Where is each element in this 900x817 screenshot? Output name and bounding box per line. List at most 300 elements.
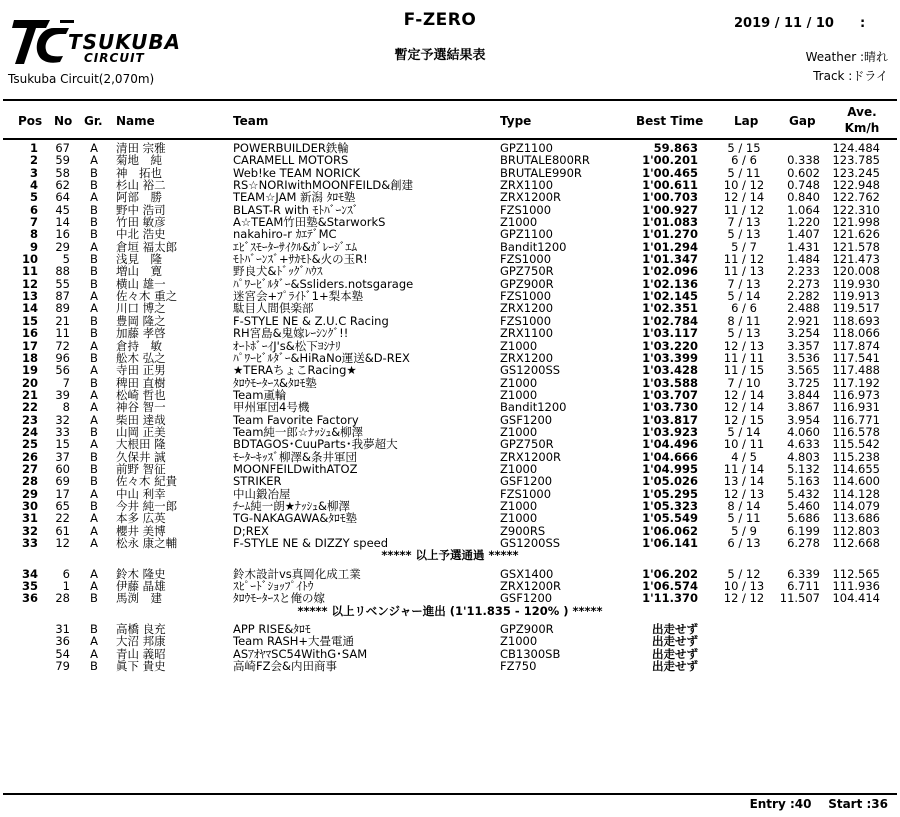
cell-average-speed: 111.936 [832,579,880,594]
cell-bike-type: ZRX1200R [500,579,562,594]
col-header-ave: Ave. [847,105,877,119]
cell-best-time: 1'05.295 [642,486,698,501]
cell-best-time: 1'03.117 [642,326,698,341]
cell-lap: 12 / 12 [723,591,765,606]
cell-lap: 11 / 15 [723,363,765,378]
cell-best-time: 1'00.465 [642,165,698,180]
cell-number: 14 [55,215,70,230]
cell-pos: 23 [21,412,38,427]
cell-rider-name: 神 拓也 [116,165,162,180]
cell-bike-type: Z1000 [500,387,538,402]
logo-subword: CIRCUIT [84,51,145,65]
cell-bike-type: Z1000 [500,634,538,649]
cell-best-time: 1'00.927 [642,202,698,217]
cell-average-speed: 104.414 [832,591,880,606]
cell-pos: 6 [29,202,38,217]
cell-gap: 1.407 [787,227,820,242]
table-row [0,265,900,277]
cell-gap: 5.686 [787,511,820,526]
cell-number: 54 [55,646,70,661]
cell-bike-type: CB1300SB [500,646,561,661]
cell-number: 33 [55,424,70,439]
cell-pos: 22 [21,400,38,415]
results-table [0,142,900,672]
cell-group: B [90,227,98,242]
cell-best-time: 1'05.323 [642,498,698,513]
cell-group: A [90,190,98,205]
cell-rider-name: 浅見 隆 [116,252,162,267]
cell-team: A☆TEAM竹田塾&StarworkS [233,215,386,230]
cell-bike-type: Z1000 [500,424,538,439]
cell-lap: 10 / 11 [723,437,765,452]
cell-number: 55 [55,276,70,291]
cell-group: B [90,424,98,439]
cell-rider-name: 増山 寛 [116,264,162,279]
cell-group: B [90,202,98,217]
cell-bike-type: FZS1000 [500,289,552,304]
cell-lap: 6 / 13 [727,536,761,550]
cell-gap: 0.602 [787,165,820,180]
cell-best-time: 出走せず [652,634,698,649]
cell-lap: 10 / 13 [723,579,765,594]
cell-team: 鈴木設計vs真岡化成工業 [233,566,361,581]
cell-gap: 11.507 [779,591,820,606]
cell-bike-type: BRUTALE800RR [500,153,590,168]
cell-gap: 6.199 [787,523,820,538]
cell-bike-type: Z1000 [500,215,538,230]
cell-average-speed: 112.668 [832,536,880,550]
cell-number: 28 [55,591,70,606]
cell-gap: 5.163 [787,474,820,489]
weather-label: Weather :晴れ [805,50,888,64]
qualified-separator: ***** 以上予選通過 ***** [381,548,519,563]
cell-rider-name: 青山 義昭 [116,646,166,661]
cell-number: 67 [55,141,70,155]
cell-gap: 0.840 [787,190,820,205]
cell-average-speed: 121.998 [832,215,880,230]
cell-gap: 1.484 [787,252,820,267]
cell-lap: 6 / 6 [731,301,757,316]
cell-number: 17 [55,486,70,501]
cell-lap: 11 / 13 [723,264,765,279]
table-row [0,302,900,314]
cell-pos: 21 [21,387,38,402]
cell-rider-name: 加藤 孝啓 [116,326,166,341]
cell-lap: 11 / 12 [723,252,765,267]
qualified-group [0,142,900,549]
cell-rider-name: 稗田 直樹 [116,375,166,390]
cell-pos: 14 [21,301,38,316]
cell-lap: 5 / 14 [727,289,761,304]
cell-average-speed: 117.541 [832,350,880,365]
cell-group: A [90,634,98,649]
cell-rider-name: 神谷 智一 [116,400,166,415]
cell-gap: 2.921 [787,313,820,328]
cell-number: 8 [62,400,70,415]
cell-team: ﾊﾟﾜｰﾋﾞﾙﾀﾞｰ&HiRaNo運送&D-REX [233,350,410,365]
cell-team: ﾓｰﾀｰｷｯｽﾞ柳澤&条井軍団 [233,449,357,464]
cell-bike-type: GPZ900R [500,622,554,637]
cell-bike-type: Z1000 [500,498,538,513]
cell-number: 31 [55,622,70,637]
cell-gap: 3.954 [787,412,820,427]
cell-pos: 7 [29,215,38,230]
table-row [0,364,900,376]
cell-average-speed: 122.948 [832,178,880,193]
cell-average-speed: 118.066 [832,326,880,341]
cell-best-time: 1'05.549 [642,511,698,526]
cell-bike-type: GPZ900R [500,276,554,291]
cell-lap: 5 / 11 [727,165,761,180]
revenge-separator: ***** 以上リベンジャー進出 (1'11.835 - 120% ) ***** [297,603,603,618]
cell-bike-type: Bandit1200 [500,239,567,254]
cell-team: Team RASH+大畳電通 [233,634,355,649]
col-header-pos: Pos [18,114,43,128]
cell-best-time: 1'04.995 [642,461,698,476]
cell-number: 39 [55,387,70,402]
cell-rider-name: 杉山 裕二 [116,178,166,193]
cell-group: B [90,326,98,341]
cell-number: 96 [55,350,70,365]
cell-lap: 11 / 14 [723,461,765,476]
cell-best-time: 出走せず [652,622,698,637]
cell-best-time: 1'01.083 [642,215,698,230]
cell-best-time: 1'05.026 [642,474,698,489]
cell-lap: 8 / 11 [727,313,761,328]
cell-pos: 9 [29,239,38,254]
cell-team: TEAM☆JAM 新潟 ﾀﾛﾓ塾 [233,190,356,205]
cell-average-speed: 121.626 [832,227,880,242]
cell-bike-type: ZRX1100 [500,326,554,341]
cell-pos: 1 [29,141,38,155]
cell-best-time: 1'06.574 [642,579,698,594]
cell-average-speed: 114.128 [832,486,880,501]
cell-group: A [90,400,98,415]
cell-best-time: 59.863 [653,141,698,155]
cell-rider-name: 大沼 邦康 [116,634,166,649]
event-title: F-ZERO [403,10,477,30]
cell-group: B [90,498,98,513]
cell-best-time: 1'03.817 [642,412,698,427]
cell-team: ﾁｰﾑ純一朗★ﾅｯｼｭ&柳澤 [233,498,351,513]
cell-gap: 3.254 [787,326,820,341]
cell-number: 60 [55,461,70,476]
cell-average-speed: 122.310 [832,202,880,217]
cell-lap: 7 / 10 [727,375,761,390]
cell-team: RS☆NORIwithMOONFEILD&創建 [233,178,414,193]
cell-group: B [90,474,98,489]
table-row [0,475,900,487]
col-header-team: Team [233,114,269,128]
table-row [0,228,900,240]
cell-bike-type: GPZ1100 [500,227,553,242]
cell-rider-name: 阿部 勝 [116,190,162,205]
cell-group: A [90,338,98,353]
cell-bike-type: GSF1200 [500,412,553,427]
table-row [0,191,900,203]
table-row [0,592,900,604]
cell-team: TG-NAKAGAWA&ﾀﾛﾓ塾 [233,511,358,526]
cell-lap: 12 / 14 [723,400,765,415]
cell-rider-name: 伊藤 晶雄 [116,579,166,594]
cell-gap: 3.536 [787,350,820,365]
cell-team: 中山鍛冶屋 [233,486,291,501]
cell-number: 32 [55,412,70,427]
cell-rider-name: 馬渕 建 [116,591,162,606]
cell-number: 61 [55,523,70,538]
cell-average-speed: 115.238 [832,449,880,464]
document-title: 暫定予選結果表 [394,48,486,63]
cell-team: ﾀﾛｳﾓｰﾀｰｽと俺の嫁 [233,591,325,606]
cell-best-time: 1'00.201 [642,153,698,168]
cell-best-time: 1'06.202 [642,566,698,581]
cell-lap: 5 / 15 [727,141,761,155]
cell-gap: 2.488 [787,301,820,316]
cell-group: A [90,566,98,581]
cell-best-time: 1'03.923 [642,424,698,439]
cell-number: 7 [62,375,70,390]
cell-group: B [90,215,98,230]
cell-lap: 12 / 15 [723,412,765,427]
cell-group: B [90,350,98,365]
cell-gap: 1.431 [787,239,820,254]
cell-team: RH宮島&鬼嫁ﾚｰｼﾝｸﾞ!! [233,326,349,341]
cell-number: 36 [55,634,70,649]
cell-rider-name: 今井 純一郎 [116,498,178,513]
cell-pos: 12 [21,276,38,291]
cell-team: ﾊﾟﾜｰﾋﾞﾙﾀﾞｰ&Ssliders.notsgarage [233,276,414,291]
cell-best-time: 1'02.145 [642,289,698,304]
cell-group: B [90,622,98,637]
cell-average-speed: 118.693 [832,313,880,328]
cell-group: B [90,449,98,464]
event-date: 2019 / 11 / 10 : [734,16,866,31]
cell-lap: 13 / 14 [723,474,765,489]
cell-average-speed: 114.600 [832,474,880,489]
cell-best-time: 1'03.220 [642,338,698,353]
cell-best-time: 出走せず [652,659,698,674]
cell-lap: 12 / 14 [723,190,765,205]
cell-average-speed: 117.192 [832,375,880,390]
cell-best-time: 1'00.611 [642,178,698,193]
cell-rider-name: 豊岡 隆之 [116,313,166,328]
cell-bike-type: Z1000 [500,375,538,390]
cell-rider-name: 松永 康之輔 [116,536,178,550]
cell-pos: 10 [21,252,38,267]
cell-number: 88 [55,264,70,279]
col-header-best-time: Best Time [636,114,704,128]
footer-rule [3,793,897,795]
cell-rider-name: 高橋 良充 [116,622,166,637]
cell-rider-name: 眞下 貴史 [116,659,166,674]
cell-pos: 20 [21,375,38,390]
col-header-gr: Gr. [84,114,103,128]
table-row [0,401,900,413]
entry-start-summary [750,797,888,811]
cell-best-time: 1'02.096 [642,264,698,279]
cell-bike-type: ZRX1100 [500,178,554,193]
cell-gap: 1.220 [787,215,820,230]
cell-gap: 5.460 [787,498,820,513]
cell-group: A [90,387,98,402]
cell-lap: 12 / 13 [723,338,765,353]
cell-number: 6 [62,566,70,581]
cell-lap: 11 / 11 [723,350,765,365]
cell-bike-type: FZS1000 [500,202,552,217]
cell-bike-type: Z1000 [500,511,538,526]
cell-gap: 4.633 [787,437,820,452]
cell-rider-name: 川口 博之 [116,301,166,316]
cell-pos: 26 [21,449,38,464]
cell-bike-type: ZRX1200 [500,350,554,365]
cell-pos: 19 [21,363,38,378]
cell-best-time: 1'03.707 [642,387,698,402]
cell-average-speed: 121.473 [832,252,880,267]
cell-team: ｵｰﾄﾎﾞｰｲJ's&松下ﾖｼﾅﾘ [233,338,341,353]
col-header-no: No [54,114,73,128]
cell-group: B [90,276,98,291]
cell-pos: 36 [21,591,38,606]
cell-bike-type: GSF1200 [500,591,553,606]
cell-group: A [90,579,98,594]
cell-number: 65 [55,498,70,513]
cell-best-time: 1'00.703 [642,190,698,205]
cell-rider-name: 山岡 正美 [116,424,166,439]
cell-pos: 24 [21,424,38,439]
cell-gap: 2.282 [787,289,820,304]
cell-number: 29 [55,239,70,254]
cell-team: Team Favorite Factory [233,412,359,427]
header-top-rule [3,99,897,101]
cell-group: B [90,178,98,193]
col-header-kmh: Km/h [844,121,880,135]
col-header-gap: Gap [789,114,816,128]
cell-best-time: 1'02.136 [642,276,698,291]
cell-gap: 0.338 [787,153,820,168]
cell-gap: 5.432 [787,486,820,501]
cell-rider-name: 本多 広英 [116,511,166,526]
cell-average-speed: 113.686 [832,511,880,526]
cell-pos: 35 [21,579,38,594]
cell-average-speed: 122.762 [832,190,880,205]
cell-lap: 7 / 13 [727,215,761,230]
cell-team: F-STYLE NE & DIZZY speed [233,536,389,550]
cell-group: A [90,153,98,168]
cell-gap: 4.060 [787,424,820,439]
cell-group: A [90,239,98,254]
cell-team: CARAMELL MOTORS [233,153,349,168]
cell-team: ASｱｵﾔﾏSC54WithG･SAM [233,646,368,661]
cell-average-speed: 116.931 [832,400,880,415]
start-count: Start :36 [828,797,888,811]
cell-bike-type: FZS1000 [500,252,552,267]
cell-average-speed: 123.785 [832,153,880,168]
col-header-lap: Lap [734,114,759,128]
cell-group: A [90,486,98,501]
cell-pos: 15 [21,313,38,328]
cell-best-time: 1'03.399 [642,350,698,365]
cell-pos: 28 [21,474,38,489]
cell-team: ｽﾋﾟｰﾄﾞｼｮｯﾌﾟｲﾄｳ [233,579,314,594]
cell-number: 37 [55,449,70,464]
cell-lap: 11 / 12 [723,202,765,217]
cell-rider-name: 野中 浩司 [116,202,166,217]
logo-wordmark: TSUKUBA [68,30,182,54]
cell-team: STRIKER [233,474,282,489]
cell-average-speed: 120.008 [832,264,880,279]
cell-number: 62 [55,178,70,193]
cell-team: Web!ke TEAM NORICK [233,165,361,180]
cell-pos: 27 [21,461,38,476]
cell-group: B [90,461,98,476]
cell-bike-type: FZ750 [500,659,537,674]
cell-gap: 0.748 [787,178,820,193]
cell-rider-name: 松崎 哲也 [116,387,166,402]
cell-number: 79 [55,659,70,674]
cell-average-speed: 124.484 [832,141,880,155]
cell-pos: 4 [29,178,38,193]
cell-number: 45 [55,202,70,217]
cell-gap: 3.867 [787,400,820,415]
cell-bike-type: Z1000 [500,338,538,353]
cell-rider-name: 中北 浩史 [116,227,166,242]
cell-group: A [90,289,98,304]
cell-group: A [90,437,98,452]
cell-pos: 30 [21,498,38,513]
cell-lap: 5 / 13 [727,326,761,341]
cell-team: nakahiro-r ｶｴﾃﾞMC [233,227,337,242]
cell-team: 甲州軍団4号機 [233,400,310,415]
cell-bike-type: Bandit1200 [500,400,567,415]
cell-rider-name: 柴田 達哉 [116,412,166,427]
cell-gap: 6.278 [787,536,820,550]
cell-average-speed: 112.565 [832,566,880,581]
cell-gap: 6.339 [787,566,820,581]
cell-pos: 11 [21,264,38,279]
cell-number: 64 [55,190,70,205]
table-row [0,512,900,524]
cell-rider-name: 大根田 隆 [116,437,166,452]
cell-best-time: 1'02.351 [642,301,698,316]
cell-bike-type: Z900RS [500,523,546,538]
cell-pos: 3 [29,165,38,180]
cell-bike-type: BRUTALE990R [500,165,582,180]
cell-lap: 5 / 13 [727,227,761,242]
cell-best-time: 1'06.062 [642,523,698,538]
cell-lap: 5 / 11 [727,511,761,526]
cell-rider-name: 横山 雄一 [116,276,166,291]
cell-team: POWERBUILDER鉄輪 [233,141,349,155]
cell-team: ★TERAちょこRacing★ [233,363,357,378]
cell-rider-name: 前野 智征 [116,461,166,476]
cell-pos: 16 [21,326,38,341]
cell-group: B [90,165,98,180]
cell-number: 58 [55,165,70,180]
cell-best-time: 出走せず [652,646,698,661]
circuit-name: Tsukuba Circuit(2,070m) [8,72,155,86]
cell-average-speed: 117.874 [832,338,880,353]
cell-team: Team純一郎☆ﾅｯｼｭ&柳澤 [233,424,364,439]
cell-lap: 12 / 14 [723,387,765,402]
cell-rider-name: 鈴木 隆史 [116,566,166,581]
cell-bike-type: FZS1000 [500,313,552,328]
cell-number: 22 [55,511,70,526]
cell-group: A [90,511,98,526]
entry-count: Entry :40 [749,797,812,811]
cell-rider-name: 清田 宗雅 [116,141,166,155]
cell-rider-name: 倉持 敏 [116,338,162,353]
cell-rider-name: 倉垣 福太郎 [116,239,178,254]
